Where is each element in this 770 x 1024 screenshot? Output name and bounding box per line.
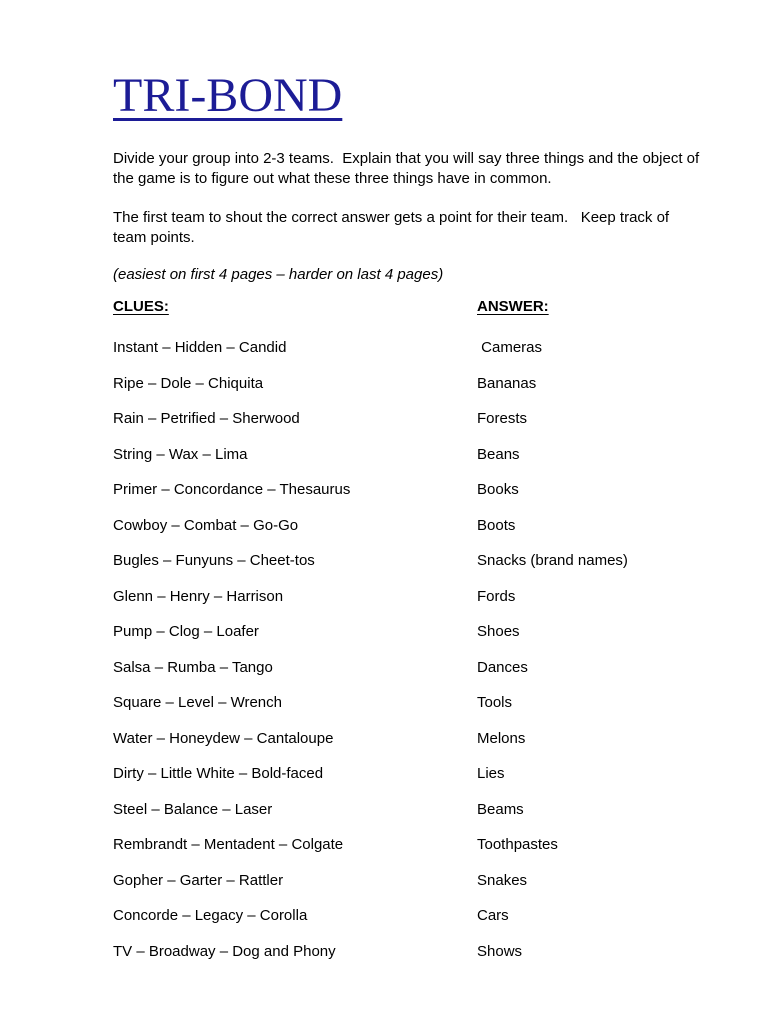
answer-text: Snacks (brand names): [477, 552, 628, 569]
clue-text: TV – Broadway – Dog and Phony: [113, 942, 336, 960]
answer-text: Beans: [477, 445, 520, 463]
answer-text: Cars: [477, 907, 509, 924]
table-row: [113, 658, 706, 678]
answer-text: Melons: [477, 729, 526, 747]
table-row: [113, 693, 706, 713]
answer-text: Forests: [477, 410, 528, 427]
clue-text: String – Wax – Lima: [113, 445, 248, 463]
table-row: [113, 445, 706, 465]
table-row: [113, 764, 706, 784]
clue-text: Cowboy – Combat – Go-Go: [113, 516, 299, 534]
clue-text: Concorde – Legacy – Corolla: [113, 907, 308, 924]
table-row: [113, 942, 706, 962]
answer-text: Lies: [477, 765, 505, 782]
clue-text: Steel – Balance – Laser: [113, 800, 273, 818]
clue-text: Ripe – Dole – Chiquita: [113, 374, 264, 392]
table-row: [113, 835, 706, 855]
page-title: TRI-BOND: [113, 69, 343, 122]
answer-text: Boots: [477, 516, 516, 534]
answer-text: Cameras: [477, 339, 543, 356]
answer-text: Toothpastes: [477, 836, 558, 853]
table-row: [113, 729, 706, 749]
clue-text: Pump – Clog – Loafer: [113, 623, 259, 640]
clue-text: Instant – Hidden – Candid: [113, 339, 287, 356]
clue-text: Gopher – Garter – Rattler: [113, 871, 284, 889]
clue-text: Primer – Concordance – Thesaurus: [113, 481, 351, 498]
clue-text: Rain – Petrified – Sherwood: [113, 410, 300, 427]
table-row: [113, 871, 706, 891]
answer-text: Beams: [477, 800, 524, 818]
table-row: [113, 516, 706, 536]
clue-text: Glenn – Henry – Harrison: [113, 587, 284, 605]
clue-text: Rembrandt – Mentadent – Colgate: [113, 836, 344, 853]
clue-text: Square – Level – Wrench: [113, 694, 282, 711]
answer-column-header: ANSWER:: [477, 298, 549, 315]
table-row: [113, 622, 706, 642]
table-row: [113, 480, 706, 500]
table-row: [113, 551, 706, 571]
answer-text: Shows: [477, 942, 523, 960]
table-row: [113, 587, 706, 607]
clue-text: Water – Honeydew – Cantaloupe: [113, 729, 334, 747]
table-row: [113, 409, 706, 429]
answer-text: Dances: [477, 658, 528, 676]
difficulty-note: (easiest on first 4 pages – harder on last 4 pages): [113, 266, 444, 283]
table-row: [113, 906, 706, 926]
answer-text: Books: [477, 481, 519, 498]
intro-paragraph-1: Divide your group into 2-3 teams. Explain that you will say three things and the object of the game is to figure out what these three things have in common.: [113, 150, 704, 187]
table-row: [113, 338, 706, 358]
clue-text: Dirty – Little White – Bold-faced: [113, 765, 324, 782]
intro-paragraph-2: The first team to shout the correct answer gets a point for their team. Keep track of team points.: [113, 209, 674, 246]
answer-text: Shoes: [477, 623, 520, 640]
answer-text: Bananas: [477, 374, 537, 392]
answer-text: Snakes: [477, 871, 528, 889]
clue-text: Salsa – Rumba – Tango: [113, 658, 273, 676]
answer-text: Tools: [477, 694, 513, 711]
answer-text: Fords: [477, 587, 516, 605]
table-row: [113, 374, 706, 394]
clue-answer-list: [113, 338, 706, 962]
clue-text: Bugles – Funyuns – Cheet-tos: [113, 552, 315, 569]
clues-column-header: CLUES:: [113, 298, 169, 315]
table-row: [113, 800, 706, 820]
table-header-row: [113, 297, 706, 317]
